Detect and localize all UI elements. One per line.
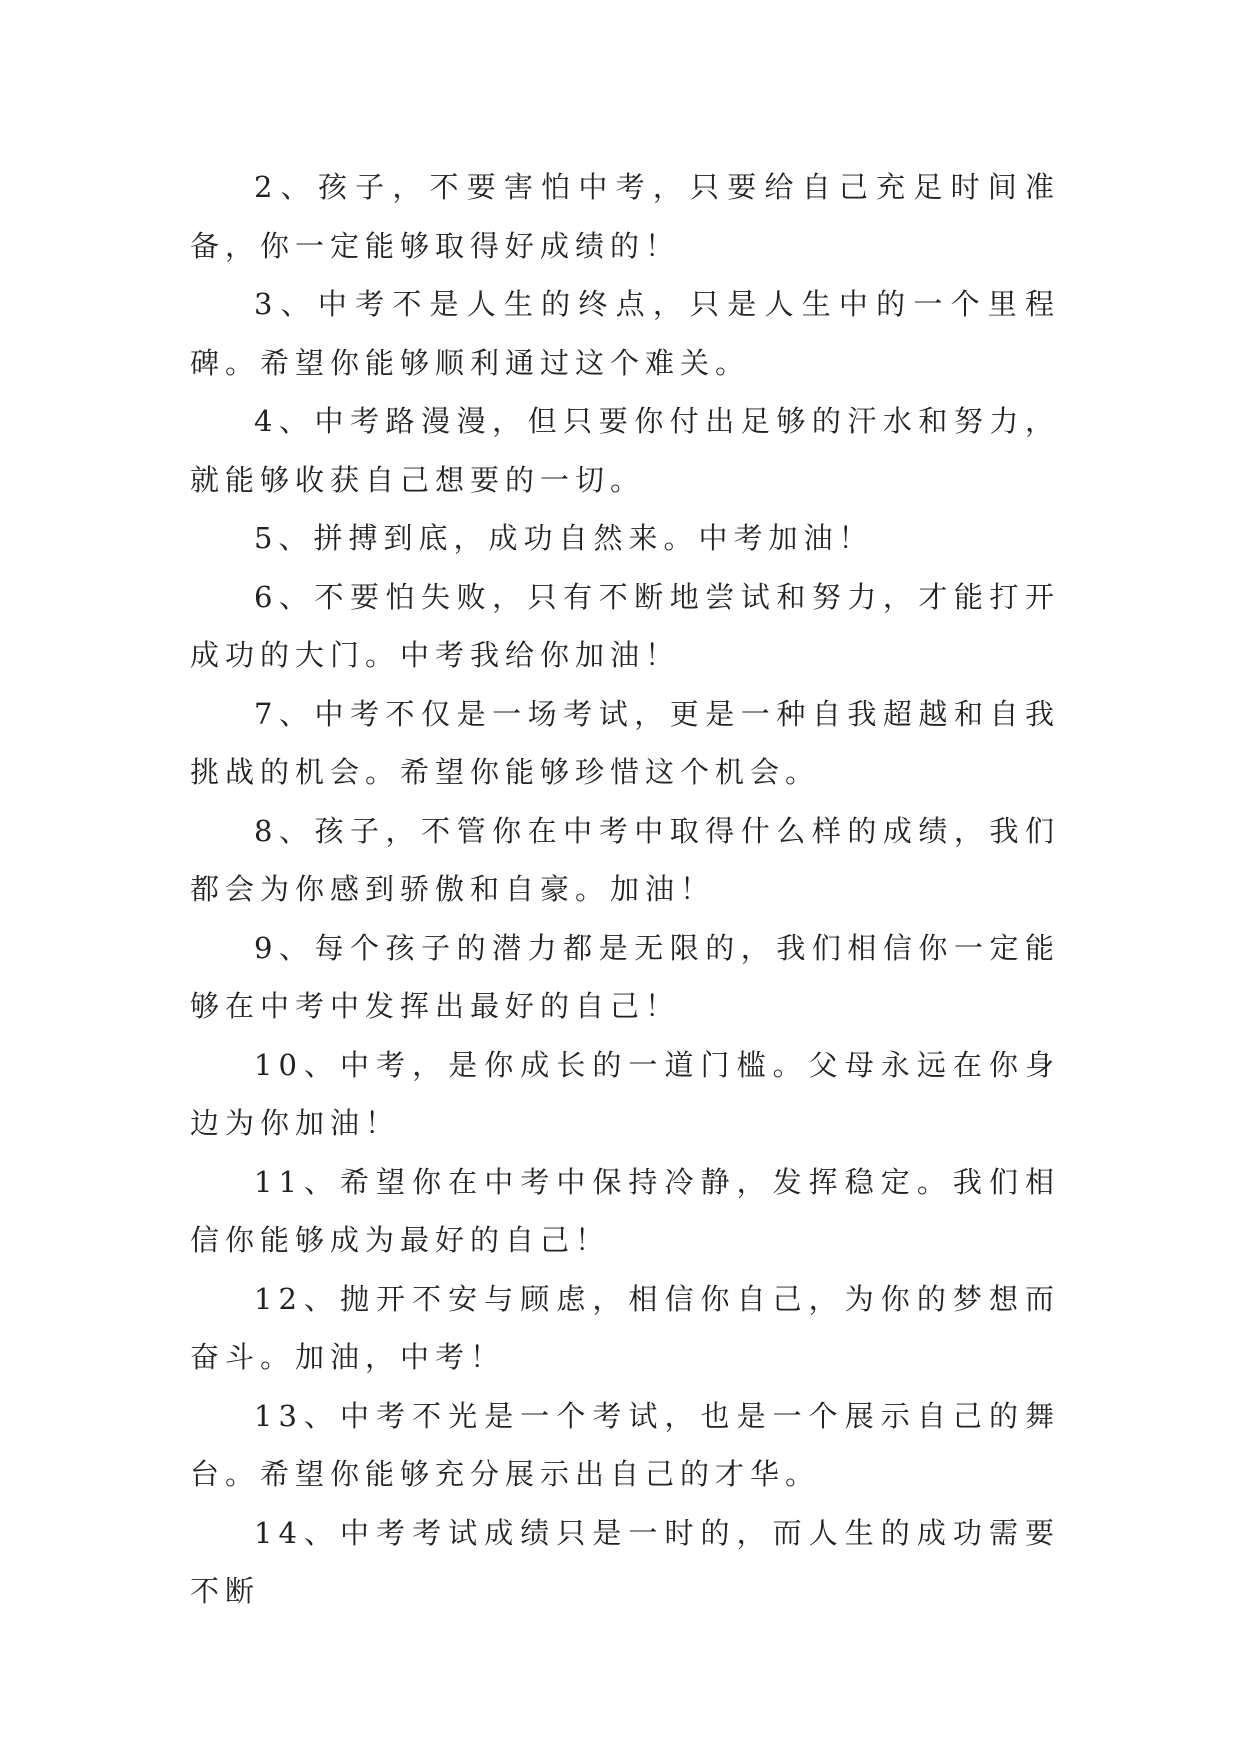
paragraph-13: 13、中考不光是一个考试，也是一个展示自己的舞台。希望你能够充分展示出自己的才华。 xyxy=(190,1398,1060,1491)
paragraph-6: 6、不要怕失败，只有不断地尝试和努力，才能打开成功的大门。中考我给你加油！ xyxy=(190,579,1060,672)
paragraph-8: 8、孩子，不管你在中考中取得什么样的成绩，我们都会为你感到骄傲和自豪。加油！ xyxy=(190,813,1060,906)
paragraph-5: 5、拼搏到底，成功自然来。中考加油！ xyxy=(254,521,874,555)
paragraph-12: 12、抛开不安与顾虑，相信你自己，为你的梦想而奋斗。加油，中考！ xyxy=(190,1281,1060,1374)
paragraph-7: 7、中考不仅是一场考试，更是一种自我超越和自我挑战的机会。希望你能够珍惜这个机会。 xyxy=(190,696,1060,789)
document-body xyxy=(190,158,1060,1621)
paragraph-2: 2、孩子，不要害怕中考，只要给自己充足时间准备，你一定能够取得好成绩的！ xyxy=(190,170,1060,263)
paragraph-9: 9、每个孩子的潜力都是无限的，我们相信你一定能够在中考中发挥出最好的自己！ xyxy=(190,930,1060,1023)
paragraph-10: 10、中考，是你成长的一道门槛。父母永远在你身边为你加油！ xyxy=(190,1047,1060,1140)
paragraph-4: 4、中考路漫漫，但只要你付出足够的汗水和努力，就能够收获自己想要的一切。 xyxy=(190,404,1060,497)
paragraph-3: 3、中考不是人生的终点，只是人生中的一个里程碑。希望你能够顺利通过这个难关。 xyxy=(190,287,1060,380)
paragraph-11: 11、希望你在中考中保持冷静，发挥稳定。我们相信你能够成为最好的自己！ xyxy=(190,1164,1060,1257)
paragraph-14: 14、中考考试成绩只是一时的，而人生的成功需要不断 xyxy=(190,1515,1060,1608)
